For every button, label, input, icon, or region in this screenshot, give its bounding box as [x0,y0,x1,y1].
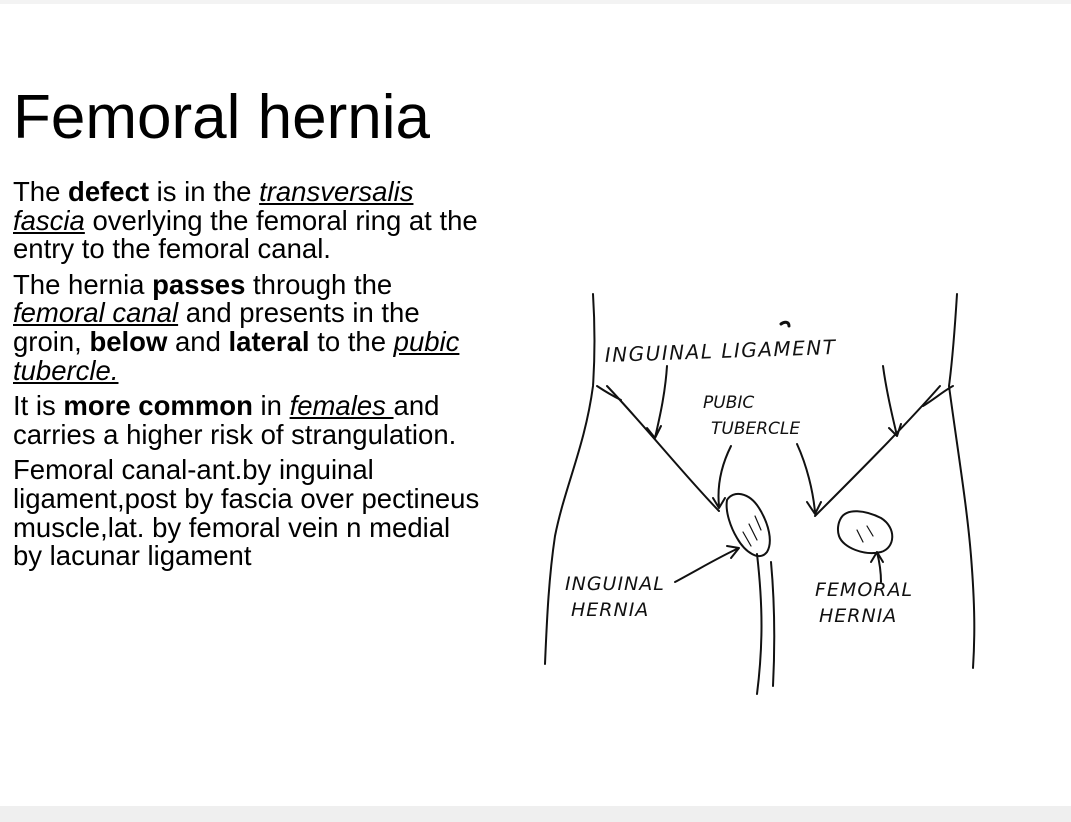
text-run: overlying the femoral ring at the entry to the femoral canal. [13,204,478,265]
label-hernia-left: HERNIA [571,599,650,621]
text-run: below [89,325,168,357]
text-run: It is [13,390,64,422]
label-hernia-right: HERNIA [819,605,898,627]
label-pubic: PUBIC [703,393,755,413]
text-run: pubic tubercle. [13,325,460,386]
text-run: defect [68,176,150,207]
hernia-diagram [535,286,985,698]
label-inguinal-ligament: INGUINAL LIGAMENT [604,334,837,367]
right-inguinal-ligament [815,386,940,516]
arrow-inguinal-hernia [675,546,739,582]
text-run: and [167,325,229,357]
text-run: and carries a higher risk of strangulation. [13,390,457,450]
bottom-bar [0,806,1071,822]
text-run: Femoral canal-ant.by inguinal ligament,post by fascia over pectineus muscle,lat. by femoral vein n medial by lacunar ligament [13,454,480,572]
text-run: transversalis fascia [13,176,414,236]
text-run: lateral [228,325,310,357]
text-run: through the [245,268,393,300]
paragraph-boundaries [13,456,483,570]
paragraph-incidence [13,392,483,449]
text-run: The [13,176,69,207]
femoral-hernia-sac [838,511,892,553]
paragraph-passage [13,268,483,386]
paragraph-defect [13,178,483,264]
text-run: femoral canal [13,297,179,329]
arrow-pubic-tubercle-right [797,444,821,514]
arrow-inguinal-ligament-left [647,366,667,438]
femoral-hernia-shading [857,526,873,542]
text-run: and presents in the groin, [13,297,420,357]
slide-body [13,178,483,578]
arrow-inguinal-ligament-right [883,366,901,436]
arrow-femoral-hernia [871,552,883,582]
hernia-diagram-drawing [535,286,985,698]
text-run: The hernia [13,268,153,300]
inguinal-hernia-shading [743,516,761,546]
right-inner-thigh [771,562,774,686]
label-tubercle: TUBERCLE [711,419,801,439]
text-run: females [289,390,394,422]
text-run: more common [63,390,253,422]
slide-title: Femoral hernia [13,83,430,152]
text-run: to the [309,325,394,357]
label-femoral: FEMORAL [815,579,914,601]
label-inguinal: INGUINAL [565,573,665,595]
text-run: is in the [149,176,260,207]
umbilicus [781,322,789,326]
right-flank-outline [949,294,974,668]
text-run: in [252,390,290,422]
text-run: passes [152,268,246,300]
left-inner-thigh [757,554,762,694]
slide [0,4,1071,806]
